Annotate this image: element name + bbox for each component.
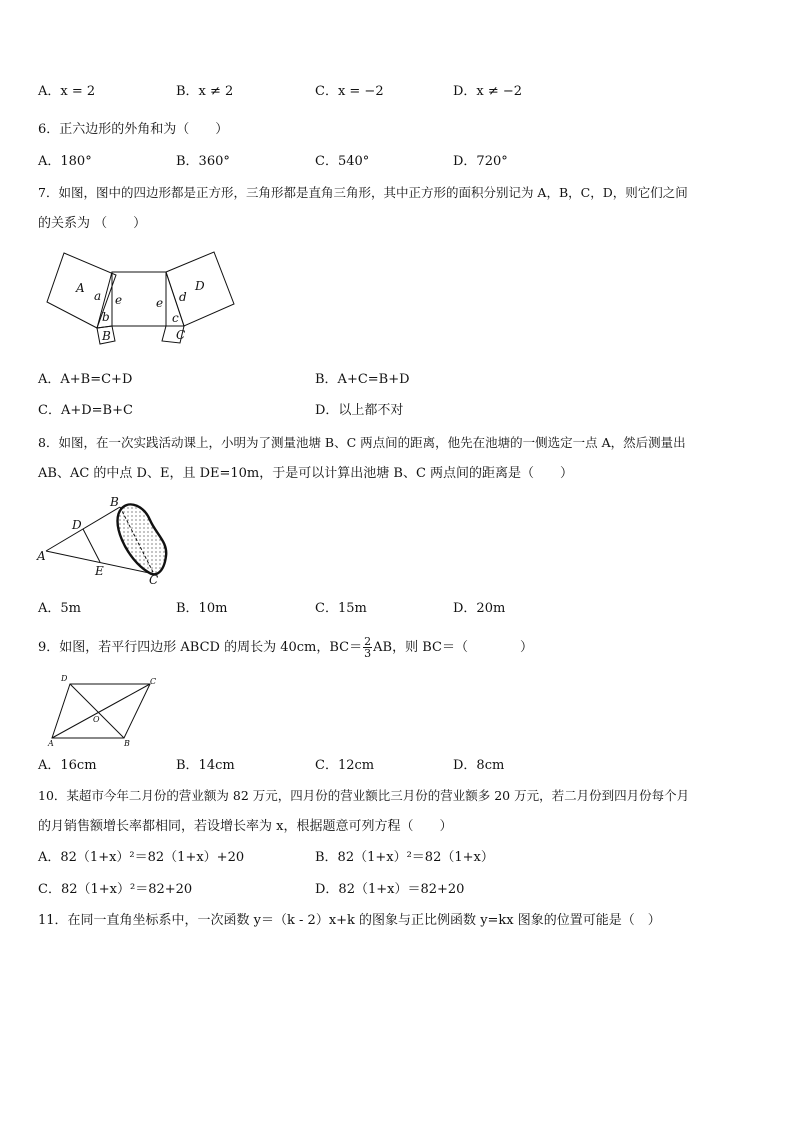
q8-label-c: C bbox=[149, 573, 159, 587]
q10-option-b: B．82（1+x）²＝82（1+x） bbox=[315, 850, 494, 865]
q7-label-big-d: D bbox=[195, 279, 205, 293]
q9-option-d: D．8cm bbox=[453, 758, 505, 773]
q7-label-e-left: e bbox=[115, 293, 123, 307]
q10-option-a: A．82（1+x）²＝82（1+x）+20 bbox=[38, 850, 245, 865]
q7-label-small-a: a bbox=[94, 289, 102, 303]
q8-label-a: A bbox=[37, 549, 46, 563]
q10-stem-line2: 的月销售额增长率都相同，若设增长率为 x，根据题意可列方程（ ） bbox=[38, 819, 453, 834]
q7-label-big-c: C bbox=[176, 328, 186, 342]
q9-label-a: A bbox=[48, 739, 54, 748]
q9-option-b: B．14cm bbox=[176, 758, 235, 773]
q7-label-big-b: B bbox=[102, 329, 111, 343]
q8-pond-figure bbox=[34, 494, 174, 588]
q8-label-b: B bbox=[110, 495, 119, 509]
q5-option-b: B．x ≠ 2 bbox=[176, 84, 234, 99]
q9-option-c: C．12cm bbox=[315, 758, 375, 773]
q8-stem-line1: 8．如图，在一次实践活动课上，小明为了测量池塘 B、C 两点间的距离，他先在池塘的一侧选定一点 A，然后测量出 bbox=[38, 435, 686, 450]
q9-label-o: O bbox=[93, 715, 100, 724]
q10-option-d: D．82（1+x）＝82+20 bbox=[315, 882, 465, 897]
q7-label-small-b: b bbox=[102, 310, 110, 324]
q7-squares-figure bbox=[44, 246, 240, 352]
q8-option-a: A．5m bbox=[38, 601, 81, 616]
q7-label-small-d: d bbox=[179, 290, 187, 304]
q5-option-d: D．x ≠ −2 bbox=[453, 84, 523, 99]
q11-stem: 11．在同一直角坐标系中，一次函数 y＝（k - 2）x+k 的图象与正比例函数 y=kx 图象的位置可能是（ ） bbox=[38, 913, 661, 928]
q9-label-b: B bbox=[124, 739, 130, 748]
q8-option-b: B．10m bbox=[176, 601, 228, 616]
q10-stem-line1: 10．某超市今年二月份的营业额为 82 万元，四月份的营业额比三月份的营业额多 20 万元，若二月份到四月份每个月 bbox=[38, 788, 690, 803]
q6-option-b: B．360° bbox=[176, 154, 230, 169]
q9-stem-before: 9．如图，若平行四边形 ABCD 的周长为 40cm，BC＝ bbox=[38, 640, 363, 655]
q9-option-a: A．16cm bbox=[38, 758, 97, 773]
q7-label-small-c: c bbox=[172, 311, 179, 325]
q7-label-e-right: e bbox=[156, 296, 164, 310]
q8-label-d: D bbox=[72, 518, 82, 532]
pond-shape bbox=[118, 504, 167, 574]
q9-parallelogram-figure bbox=[44, 672, 164, 748]
q6-stem: 6．正六边形的外角和为（ ） bbox=[38, 122, 229, 137]
q8-label-e: E bbox=[95, 564, 104, 578]
q9-label-c: C bbox=[150, 677, 157, 686]
q9-label-d: D bbox=[61, 674, 68, 683]
q7-option-a: A．A+B=C+D bbox=[38, 372, 133, 387]
q9-fraction bbox=[363, 636, 372, 659]
q7-option-c: C．A+D=B+C bbox=[38, 403, 133, 418]
q5-option-a: A．x = 2 bbox=[38, 84, 96, 99]
q8-option-d: D．20m bbox=[453, 601, 506, 616]
q6-option-c: C．540° bbox=[315, 154, 370, 169]
q7-stem-line1: 7．如图，图中的四边形都是正方形，三角形都是直角三角形，其中正方形的面积分别记为 A，B，C，D，则它们之间 bbox=[38, 185, 688, 200]
q5-option-c: C．x = −2 bbox=[315, 84, 384, 99]
q7-label-big-a: A bbox=[76, 281, 85, 295]
q7-option-d: D．以上都不对 bbox=[315, 403, 404, 418]
q9-frac-denominator: 3 bbox=[364, 647, 372, 660]
q6-option-d: D．720° bbox=[453, 154, 508, 169]
q6-option-a: A．180° bbox=[38, 154, 92, 169]
q10-option-c: C．82（1+x）²＝82+20 bbox=[38, 882, 193, 897]
q9-frac-numerator: 2 bbox=[364, 635, 372, 648]
q7-option-b: B．A+C=B+D bbox=[315, 372, 410, 387]
q9-stem-after: AB，则 BC＝（ ） bbox=[373, 640, 533, 655]
q8-stem-line2: AB、AC 的中点 D、E，且 DE=10m，于是可以计算出池塘 B、C 两点间的距离是（ ） bbox=[38, 466, 574, 481]
q8-option-c: C．15m bbox=[315, 601, 367, 616]
q7-stem-line2: 的关系为 （ ） bbox=[38, 216, 147, 231]
q9-stem bbox=[38, 636, 533, 659]
